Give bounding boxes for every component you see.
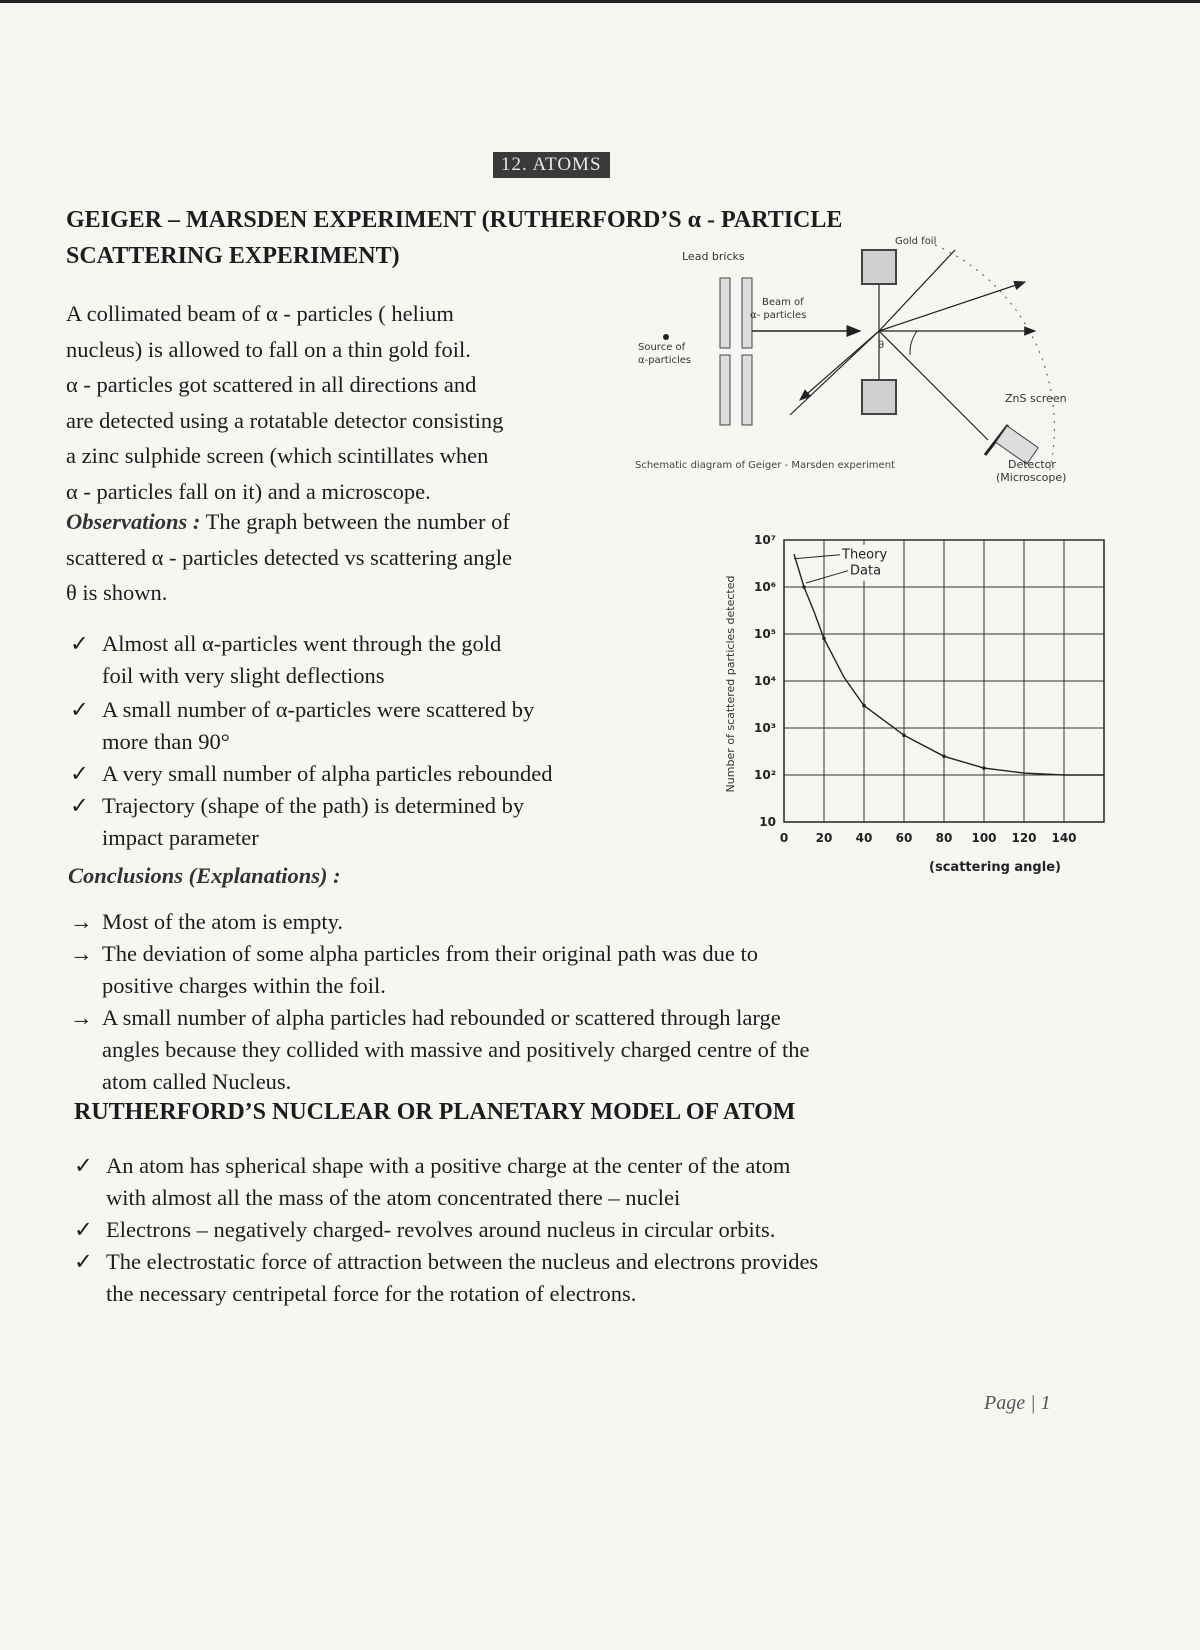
model-list (70, 1150, 1080, 1310)
section-title-line-1: GEIGER – MARSDEN EXPERIMENT (RUTHERFORD’S α - PARTICLE (66, 207, 843, 233)
ray-up (879, 282, 1025, 331)
chart-y-tick-label: 10⁷ (754, 534, 776, 547)
label-source-1: Source of (638, 342, 686, 353)
lead-brick-bottom-right (742, 355, 752, 425)
observations-text: The graph between the number of (200, 509, 510, 534)
check-icon: ✓ (70, 793, 89, 818)
check-icon: ✓ (70, 697, 89, 722)
diagram-caption: Schematic diagram of Geiger - Marsden experiment (635, 460, 895, 471)
chart-y-tick-label: 10 (759, 815, 776, 829)
chart-y-tick-label: 10³ (754, 721, 776, 735)
intro-line: a zinc sulphide screen (which scintillates when (66, 443, 489, 468)
intro-line: are detected using a rotatable detector consisting (66, 407, 504, 433)
chart-x-tick-label: 120 (1011, 831, 1037, 845)
list-item: ✓ Trajectory (shape of the path) is determined by impact parameter (66, 790, 706, 854)
observations-line-2: scattered α - particles detected vs scattering angle (66, 544, 512, 570)
chart-x-tick-label: 80 (935, 831, 953, 845)
list-item: ✓ A small number of α-particles were scattered by more than 90° (66, 694, 706, 758)
arrow-right-icon: → (70, 909, 93, 934)
list-item: ✓ The electrostatic force of attraction between the nucleus and electrons provides the necessary centripetal force for the rotation of electrons. (70, 1246, 1080, 1310)
label-detector-1: Detector (1008, 458, 1056, 471)
chart-legend-label: Data (850, 563, 882, 579)
observations-line-1 (66, 504, 706, 540)
lead-brick-top-left (720, 278, 730, 348)
intro-line: A collimated beam of α - particles ( helium (66, 301, 454, 326)
arrow-right-icon: → (70, 941, 93, 966)
label-beam-1: Beam of (762, 297, 804, 308)
label-zns: ZnS screen (1005, 392, 1067, 405)
page-top-border (0, 0, 1200, 3)
gold-foil-block-top (862, 250, 896, 284)
chart-x-axis-label: (scattering angle) (929, 860, 1061, 874)
chart-y-tick-label: 10⁵ (754, 627, 776, 641)
list-item: ✓ Almost all α-particles went through the gold foil with very slight deflections (66, 628, 706, 692)
check-icon: ✓ (70, 761, 89, 786)
intro-line: α - particles got scattered in all directions and (66, 372, 477, 397)
list-item: ✓ An atom has spherical shape with a positive charge at the center of the atom with almost all the mass of the atom concentrated there – nuclei (70, 1150, 1080, 1214)
list-item: → Most of the atom is empty. (66, 906, 1066, 938)
chart-data-point (822, 637, 826, 641)
intro-line: nucleus) is allowed to fall on a thin gold foil. (66, 336, 471, 362)
section-title-line-2: SCATTERING EXPERIMENT) (66, 243, 400, 269)
intro-line: α - particles fall on it) and a microscope. (66, 478, 431, 504)
model-heading: RUTHERFORD’S NUCLEAR OR PLANETARY MODEL OF ATOM (74, 1099, 796, 1125)
observations-list (66, 628, 706, 854)
check-icon: ✓ (70, 631, 89, 656)
chart-legend-label: Theory (842, 547, 888, 563)
page-number: Page | 1 (984, 1392, 1051, 1414)
conclusions-heading: Conclusions (Explanations) : (68, 863, 341, 888)
label-theta: θ (878, 340, 885, 351)
source-dot (663, 334, 669, 340)
conclusions-list (66, 906, 1066, 1098)
chart-data-point (862, 704, 866, 708)
label-lead-bricks: Lead bricks (682, 250, 745, 263)
zns-screen-arc (935, 245, 1054, 470)
label-gold-foil: Gold foil (895, 236, 937, 247)
check-icon: ✓ (74, 1217, 93, 1242)
lead-brick-bottom-left (720, 355, 730, 425)
scattering-chart (722, 534, 1122, 874)
observations-line-3: θ is shown. (66, 580, 168, 605)
chart-y-tick-label: 10⁴ (754, 674, 776, 688)
chart-x-tick-label: 40 (855, 831, 873, 845)
chart-data-point (802, 585, 806, 589)
arrow-right-icon: → (70, 1005, 93, 1030)
observations-paragraph (66, 504, 706, 611)
chart-y-axis-label: Number of scattered particles detected (724, 575, 737, 793)
theta-arc (910, 331, 917, 355)
gold-foil-block-bottom (862, 380, 896, 414)
label-detector-2: (Microscope) (996, 471, 1067, 484)
chart-x-tick-label: 20 (815, 831, 833, 845)
chart-x-tick-label: 0 (779, 831, 789, 845)
chapter-label: 12. ATOMS (493, 152, 610, 178)
list-item: ✓ Electrons – negatively charged- revolves around nucleus in circular orbits. (70, 1214, 1080, 1246)
intro-paragraph (66, 296, 666, 509)
chart-data-point (902, 733, 906, 737)
check-icon: ✓ (74, 1249, 93, 1274)
chart-data-point (982, 766, 986, 770)
chart-x-tick-label: 140 (1051, 831, 1077, 845)
chart-x-tick-label: 60 (895, 831, 913, 845)
chart-x-tick-label: 100 (971, 831, 997, 845)
list-item: → The deviation of some alpha particles from their original path was due to positive charges within the foil. (66, 938, 1066, 1002)
chart-y-tick-label: 10² (754, 768, 776, 782)
list-item: → A small number of alpha particles had rebounded or scattered through large angles because they collided with massive and positively charged centre of the atom called Nucleus. (66, 1002, 1066, 1098)
chart-data-point (942, 754, 946, 758)
check-icon: ✓ (74, 1153, 93, 1178)
chart-y-tick-label: 10⁶ (754, 580, 776, 594)
observations-heading: Observations : (66, 509, 201, 534)
label-beam-2: α- particles (750, 310, 807, 321)
geiger-marsden-diagram (630, 230, 1130, 520)
list-item: ✓ A very small number of alpha particles rebounded (66, 758, 706, 790)
label-source-2: α-particles (638, 355, 692, 366)
